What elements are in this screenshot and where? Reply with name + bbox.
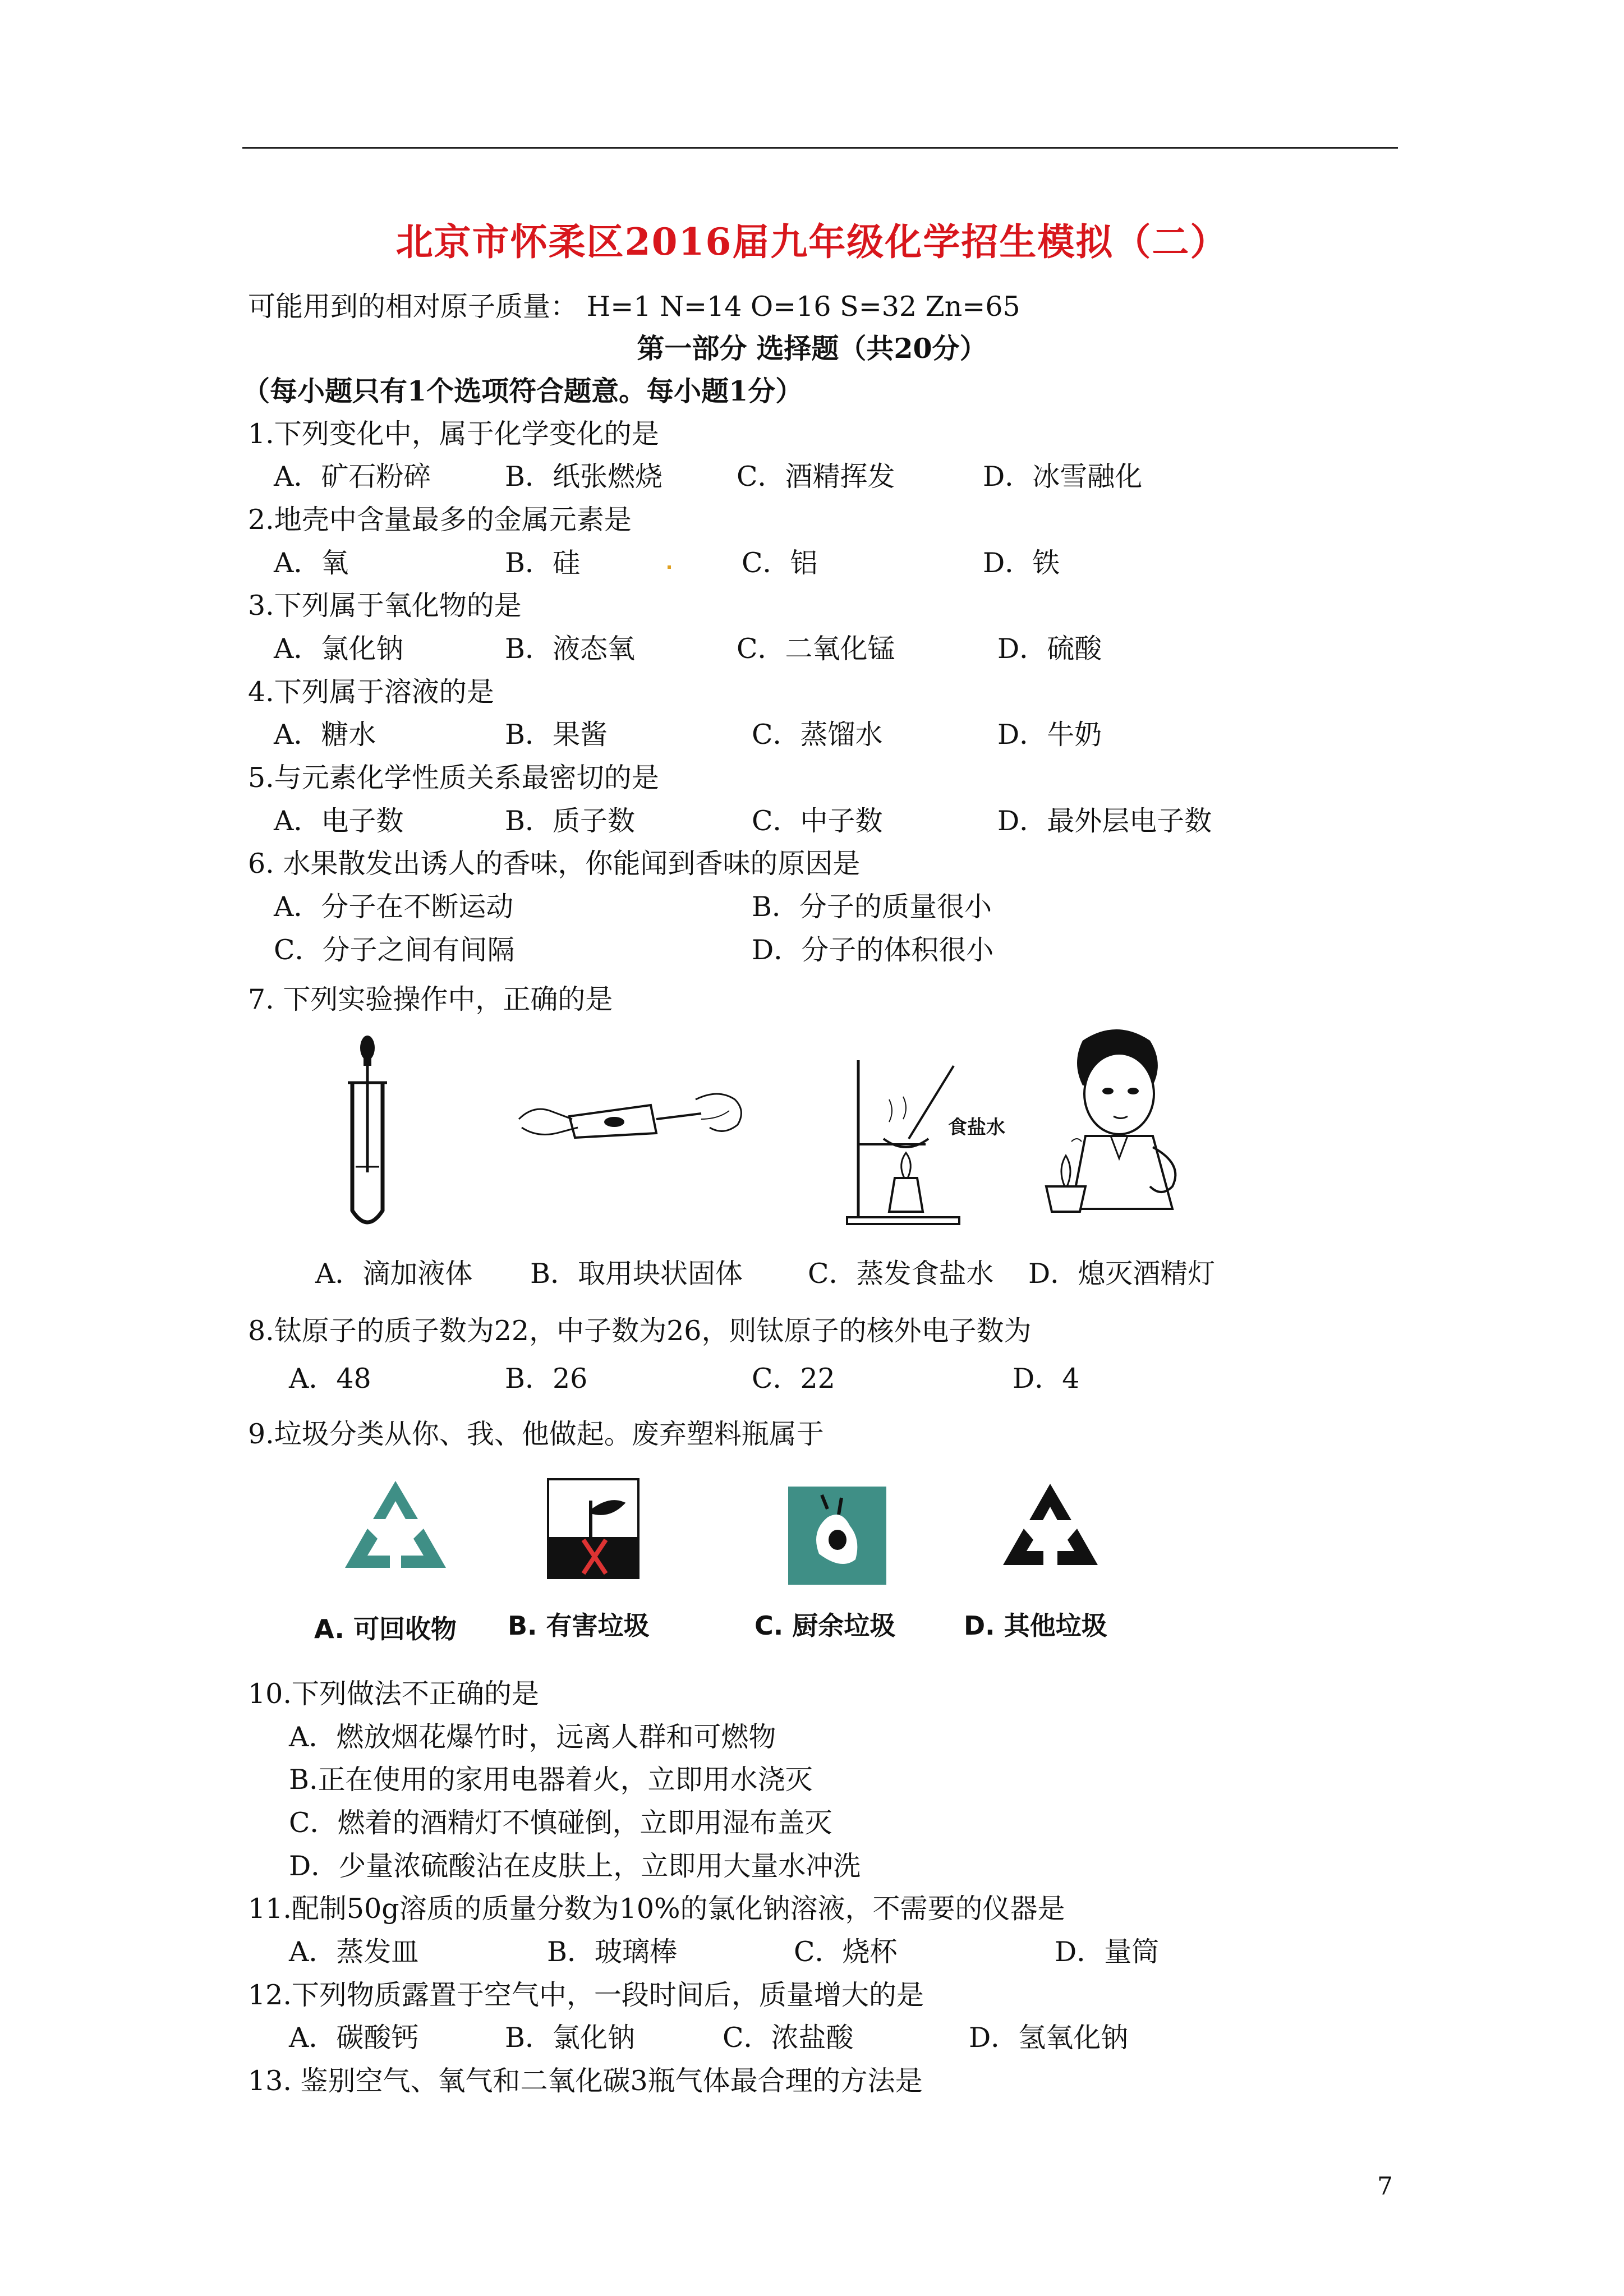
q5-option-c[interactable]: C．中子数 <box>752 805 883 837</box>
question-9-stem: 9.垃圾分类从你、我、他做起。废弃塑料瓶属于 <box>248 1418 824 1450</box>
q12-option-b[interactable]: B．氯化钠 <box>505 2022 636 2054</box>
q1-option-a[interactable]: A．矿石粉碎 <box>274 461 431 493</box>
q10-option-d[interactable]: D．少量浓硫酸沾在皮肤上，立即用大量水冲洗 <box>289 1850 861 1882</box>
q3-option-c[interactable]: C．二氧化锰 <box>737 633 895 665</box>
solid-in-tube-figure <box>516 1066 752 1161</box>
q8-option-c[interactable]: C．22 <box>752 1363 835 1395</box>
question-2-stem: 2.地壳中含量最多的金属元素是 <box>248 504 632 536</box>
dropper-test-tube-figure <box>337 1032 398 1231</box>
q2-option-b[interactable]: B．硅 <box>505 547 581 579</box>
question-10-stem: 10.下列做法不正确的是 <box>248 1678 539 1710</box>
q4-option-a[interactable]: A．糖水 <box>274 719 376 751</box>
hazardous-waste-icon <box>547 1478 640 1579</box>
q10-option-a[interactable]: A．燃放烟花爆竹时，远离人群和可燃物 <box>289 1721 776 1753</box>
q9-option-c[interactable]: C. 厨余垃圾 <box>755 1611 896 1641</box>
q4-option-d[interactable]: D．牛奶 <box>997 719 1102 751</box>
q8-option-a[interactable]: A．48 <box>289 1363 371 1395</box>
q6-option-d[interactable]: D．分子的体积很小 <box>752 934 994 966</box>
q12-option-c[interactable]: C．浓盐酸 <box>723 2022 854 2054</box>
page-number: 7 <box>1377 2172 1393 2201</box>
q2-option-c[interactable]: C．铝 <box>742 547 818 579</box>
q9-option-d[interactable]: D. 其他垃圾 <box>964 1611 1107 1641</box>
question-13-stem: 13. 鉴别空气、氧气和二氧化碳3瓶气体最合理的方法是 <box>248 2065 923 2097</box>
atomic-masses: 可能用到的相对原子质量： H=1 N=14 O=16 S=32 Zn=65 <box>248 291 1020 323</box>
q1-option-c[interactable]: C．酒精挥发 <box>737 461 895 493</box>
q7-option-a[interactable]: A．滴加液体 <box>315 1258 473 1290</box>
other-waste-icon <box>1001 1481 1099 1579</box>
boy-blowing-lamp-figure <box>1032 1018 1206 1231</box>
q12-option-d[interactable]: D．氢氧化钠 <box>969 2022 1129 2054</box>
q11-option-a[interactable]: A．蒸发皿 <box>289 1936 419 1968</box>
q4-option-c[interactable]: C．蒸馏水 <box>752 719 883 751</box>
q3-option-d[interactable]: D．硫酸 <box>997 633 1102 665</box>
question-4-stem: 4.下列属于溶液的是 <box>248 676 494 708</box>
q1-option-b[interactable]: B．纸张燃烧 <box>505 461 663 493</box>
question-1-stem: 1.下列变化中，属于化学变化的是 <box>248 418 659 450</box>
question-3-stem: 3.下列属于氧化物的是 <box>248 590 522 622</box>
top-rule <box>242 147 1398 149</box>
question-5-stem: 5.与元素化学性质关系最密切的是 <box>248 762 659 794</box>
q2-option-a[interactable]: A．氧 <box>274 547 349 579</box>
q8-option-b[interactable]: B．26 <box>505 1363 588 1395</box>
q8-option-d[interactable]: D．4 <box>1013 1363 1080 1395</box>
q7-option-b[interactable]: B．取用块状固体 <box>530 1258 743 1290</box>
q6-option-b[interactable]: B．分子的质量很小 <box>752 891 992 923</box>
question-7-stem: 7. 下列实验操作中，正确的是 <box>248 983 613 1015</box>
question-6-stem: 6. 水果散发出诱人的香味，你能闻到香味的原因是 <box>248 848 861 880</box>
q10-option-b[interactable]: B.正在使用的家用电器着火，立即用水浇灭 <box>289 1764 813 1796</box>
q9-option-b[interactable]: B. 有害垃圾 <box>508 1611 650 1641</box>
question-12-stem: 12.下列物质露置于空气中，一段时间后，质量增大的是 <box>248 1979 924 2011</box>
q11-option-b[interactable]: B．玻璃棒 <box>547 1936 678 1968</box>
question-8-stem: 8.钛原子的质子数为22，中子数为26，则钛原子的核外电子数为 <box>248 1315 1032 1347</box>
q12-option-a[interactable]: A．碳酸钙 <box>289 2022 419 2054</box>
instructions: （每小题只有1个选项符合题意。每小题1分） <box>242 375 803 407</box>
q5-option-d[interactable]: D．最外层电子数 <box>997 805 1212 837</box>
q11-option-d[interactable]: D．量筒 <box>1055 1936 1160 1968</box>
q2-option-d[interactable]: D．铁 <box>983 547 1060 579</box>
q6-option-c[interactable]: C．分子之间有间隔 <box>274 934 515 966</box>
q9-option-a[interactable]: A. 可回收物 <box>314 1614 457 1644</box>
q1-option-d[interactable]: D．冰雪融化 <box>983 461 1143 493</box>
q3-option-a[interactable]: A．氯化钠 <box>274 633 404 665</box>
q10-option-c[interactable]: C．燃着的酒精灯不慎碰倒，立即用湿布盖灭 <box>289 1807 832 1839</box>
q7-option-d[interactable]: D．熄灭酒精灯 <box>1028 1258 1216 1290</box>
question-11-stem: 11.配制50g溶质的质量分数为10%的氯化钠溶液，不需要的仪器是 <box>248 1893 1065 1925</box>
food-waste-icon <box>788 1487 886 1585</box>
q3-option-b[interactable]: B．液态氧 <box>505 633 636 665</box>
stray-dot <box>668 565 671 569</box>
section-heading: 第一部分 选择题（共20分） <box>637 332 987 365</box>
q6-option-a[interactable]: A．分子在不断运动 <box>274 891 514 923</box>
q11-option-c[interactable]: C．烧杯 <box>794 1936 898 1968</box>
salt-water-label: 食盐水 <box>948 1116 1005 1139</box>
q7-option-c[interactable]: C．蒸发食盐水 <box>808 1258 994 1290</box>
q5-option-b[interactable]: B．质子数 <box>505 805 636 837</box>
q4-option-b[interactable]: B．果酱 <box>505 719 608 751</box>
q5-option-a[interactable]: A．电子数 <box>274 805 404 837</box>
page-title: 北京市怀柔区2016届九年级化学招生模拟（二） <box>395 220 1229 264</box>
recyclable-icon <box>339 1475 452 1576</box>
